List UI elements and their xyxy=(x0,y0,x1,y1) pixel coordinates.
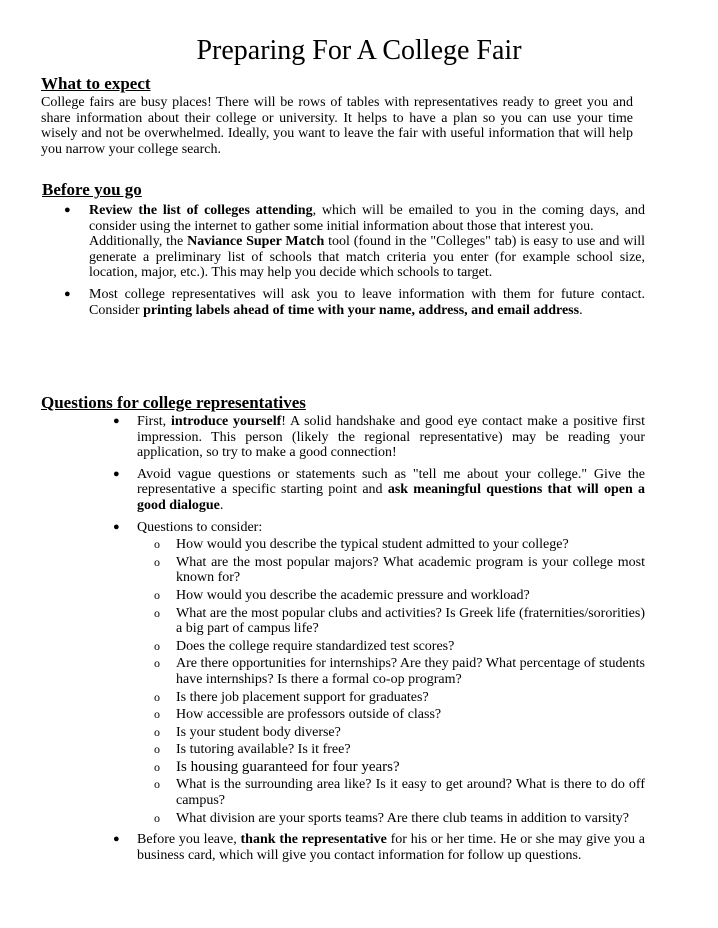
question-text: What is the surrounding area like? Is it easy to get around? What is there to do off campus? xyxy=(176,777,645,809)
questions-heading: Questions for college representatives xyxy=(41,393,306,412)
question-text: Is there job placement support for graduates? xyxy=(176,689,429,705)
emphasis-text: ask meaningful questions that will open a good dialogue xyxy=(137,482,645,513)
question-item xyxy=(154,758,645,776)
question-text: What are the most popular clubs and activities? Is Greek life (fraternities/sororities) a big part of campus life? xyxy=(176,605,645,637)
body-text: . xyxy=(219,497,224,513)
question-item xyxy=(154,605,645,637)
emphasis-text: introduce yourself xyxy=(170,414,282,429)
question-text: Does the college require standardized test scores? xyxy=(176,638,455,654)
body-text: . xyxy=(579,302,583,318)
question-item xyxy=(154,537,645,553)
body-text: Most college representatives will ask you to leave information with them for future contact. Consider xyxy=(89,286,645,318)
page-title: Preparing For A College Fair xyxy=(196,35,522,66)
question-item xyxy=(154,777,645,809)
question-text: Is housing guaranteed for four years? xyxy=(176,758,400,775)
questions-list xyxy=(113,414,646,863)
bullet-icon: ● xyxy=(64,204,71,216)
sub-bullet-icon: o xyxy=(154,656,160,671)
body-text: , which will be emailed to you in the coming days, and consider using the internet to gather some initial information about those that interest you. xyxy=(89,203,645,234)
question-text: Is tutoring available? Is it free? xyxy=(176,742,351,758)
list-item xyxy=(64,203,646,281)
sub-bullet-icon: o xyxy=(154,554,160,569)
question-item xyxy=(154,689,645,706)
question-item xyxy=(154,587,645,604)
sub-bullet-icon: o xyxy=(154,537,160,552)
body-text: Additionally, the xyxy=(89,234,188,250)
bullet-icon: ● xyxy=(64,287,71,300)
body-text: for his or her time. He or she may give you a business card, which will give you contact information for follow up questions. xyxy=(137,832,646,863)
question-text: What division are your sports teams? Are there club teams in addition to varsity? xyxy=(176,810,629,826)
body-text: tool (found in the "Colleges" tab) is easy to use and will generate a preliminary list of schools that match criteria you enter (for example school size, location, major, etc.). This may help you decide which schools to target. xyxy=(89,234,646,281)
emphasis-text: printing labels ahead of time with your name, address, and email address xyxy=(143,302,580,318)
list-item xyxy=(64,286,645,318)
sub-bullet-icon: o xyxy=(154,605,160,620)
question-text: Is your student body diverse? xyxy=(176,724,341,740)
questions-to-consider-list xyxy=(154,537,645,826)
emphasis-text: Review the list of colleges attending xyxy=(89,203,313,218)
bullet-icon: ● xyxy=(113,415,120,427)
bullet-icon: ● xyxy=(113,520,120,533)
list-item xyxy=(113,832,646,863)
sub-bullet-icon: o xyxy=(154,724,160,739)
body-text: Before you leave, xyxy=(137,832,241,848)
body-text: Avoid vague questions or statements such as "tell me about your college." Give the representative a specific starting point and xyxy=(137,466,645,498)
sub-bullet-icon: o xyxy=(154,707,160,722)
what-to-expect-text: College fairs are busy places! There will be rows of tables with representatives ready to greet you and share information about their college or university. It helps to have a plan so you can use your time wisely and not be overwhelmed. Ideally, you want to leave the fair with useful information that will help you narrow your college search. xyxy=(41,95,633,157)
question-text: What are the most popular majors? What academic program is your college most known for? xyxy=(176,554,645,586)
question-item xyxy=(154,656,645,687)
question-item xyxy=(154,554,645,586)
emphasis-text: Naviance Super Match xyxy=(187,234,325,250)
sub-bullet-icon: o xyxy=(154,777,160,792)
what-to-expect-heading: What to expect xyxy=(41,74,151,93)
question-text: How accessible are professors outside of class? xyxy=(176,707,442,723)
question-item xyxy=(154,707,645,723)
question-item xyxy=(154,742,645,758)
bullet-icon: ● xyxy=(113,467,120,480)
question-text: Are there opportunities for internships? Are they paid? What percentage of students have internships? Is there a formal co-op program? xyxy=(176,656,645,687)
question-item xyxy=(154,810,645,827)
body-text: First, xyxy=(137,414,171,429)
sub-bullet-icon: o xyxy=(154,759,160,774)
emphasis-text: thank the representative xyxy=(240,832,387,848)
body-text: ! A solid handshake and good eye contact make a positive first impression. This person (likely the regional representative) may be reading your application, so try to make a good connection! xyxy=(137,414,645,461)
list-item xyxy=(113,466,645,514)
sub-bullet-icon: o xyxy=(154,638,160,653)
bullet-icon: ● xyxy=(113,833,120,846)
sub-bullet-icon: o xyxy=(154,689,160,704)
list-item xyxy=(113,519,645,827)
question-item xyxy=(154,724,645,741)
question-item xyxy=(154,638,645,655)
list-item xyxy=(113,414,645,461)
sub-bullet-icon: o xyxy=(154,587,160,602)
before-you-go-list xyxy=(64,203,646,318)
question-text: How would you describe the typical student admitted to your college? xyxy=(176,537,569,553)
sub-bullet-icon: o xyxy=(154,742,160,757)
before-you-go-heading: Before you go xyxy=(42,180,142,199)
question-text: How would you describe the academic pressure and workload? xyxy=(176,587,530,603)
body-text: Questions to consider: xyxy=(137,519,263,535)
sub-bullet-icon: o xyxy=(154,810,160,825)
